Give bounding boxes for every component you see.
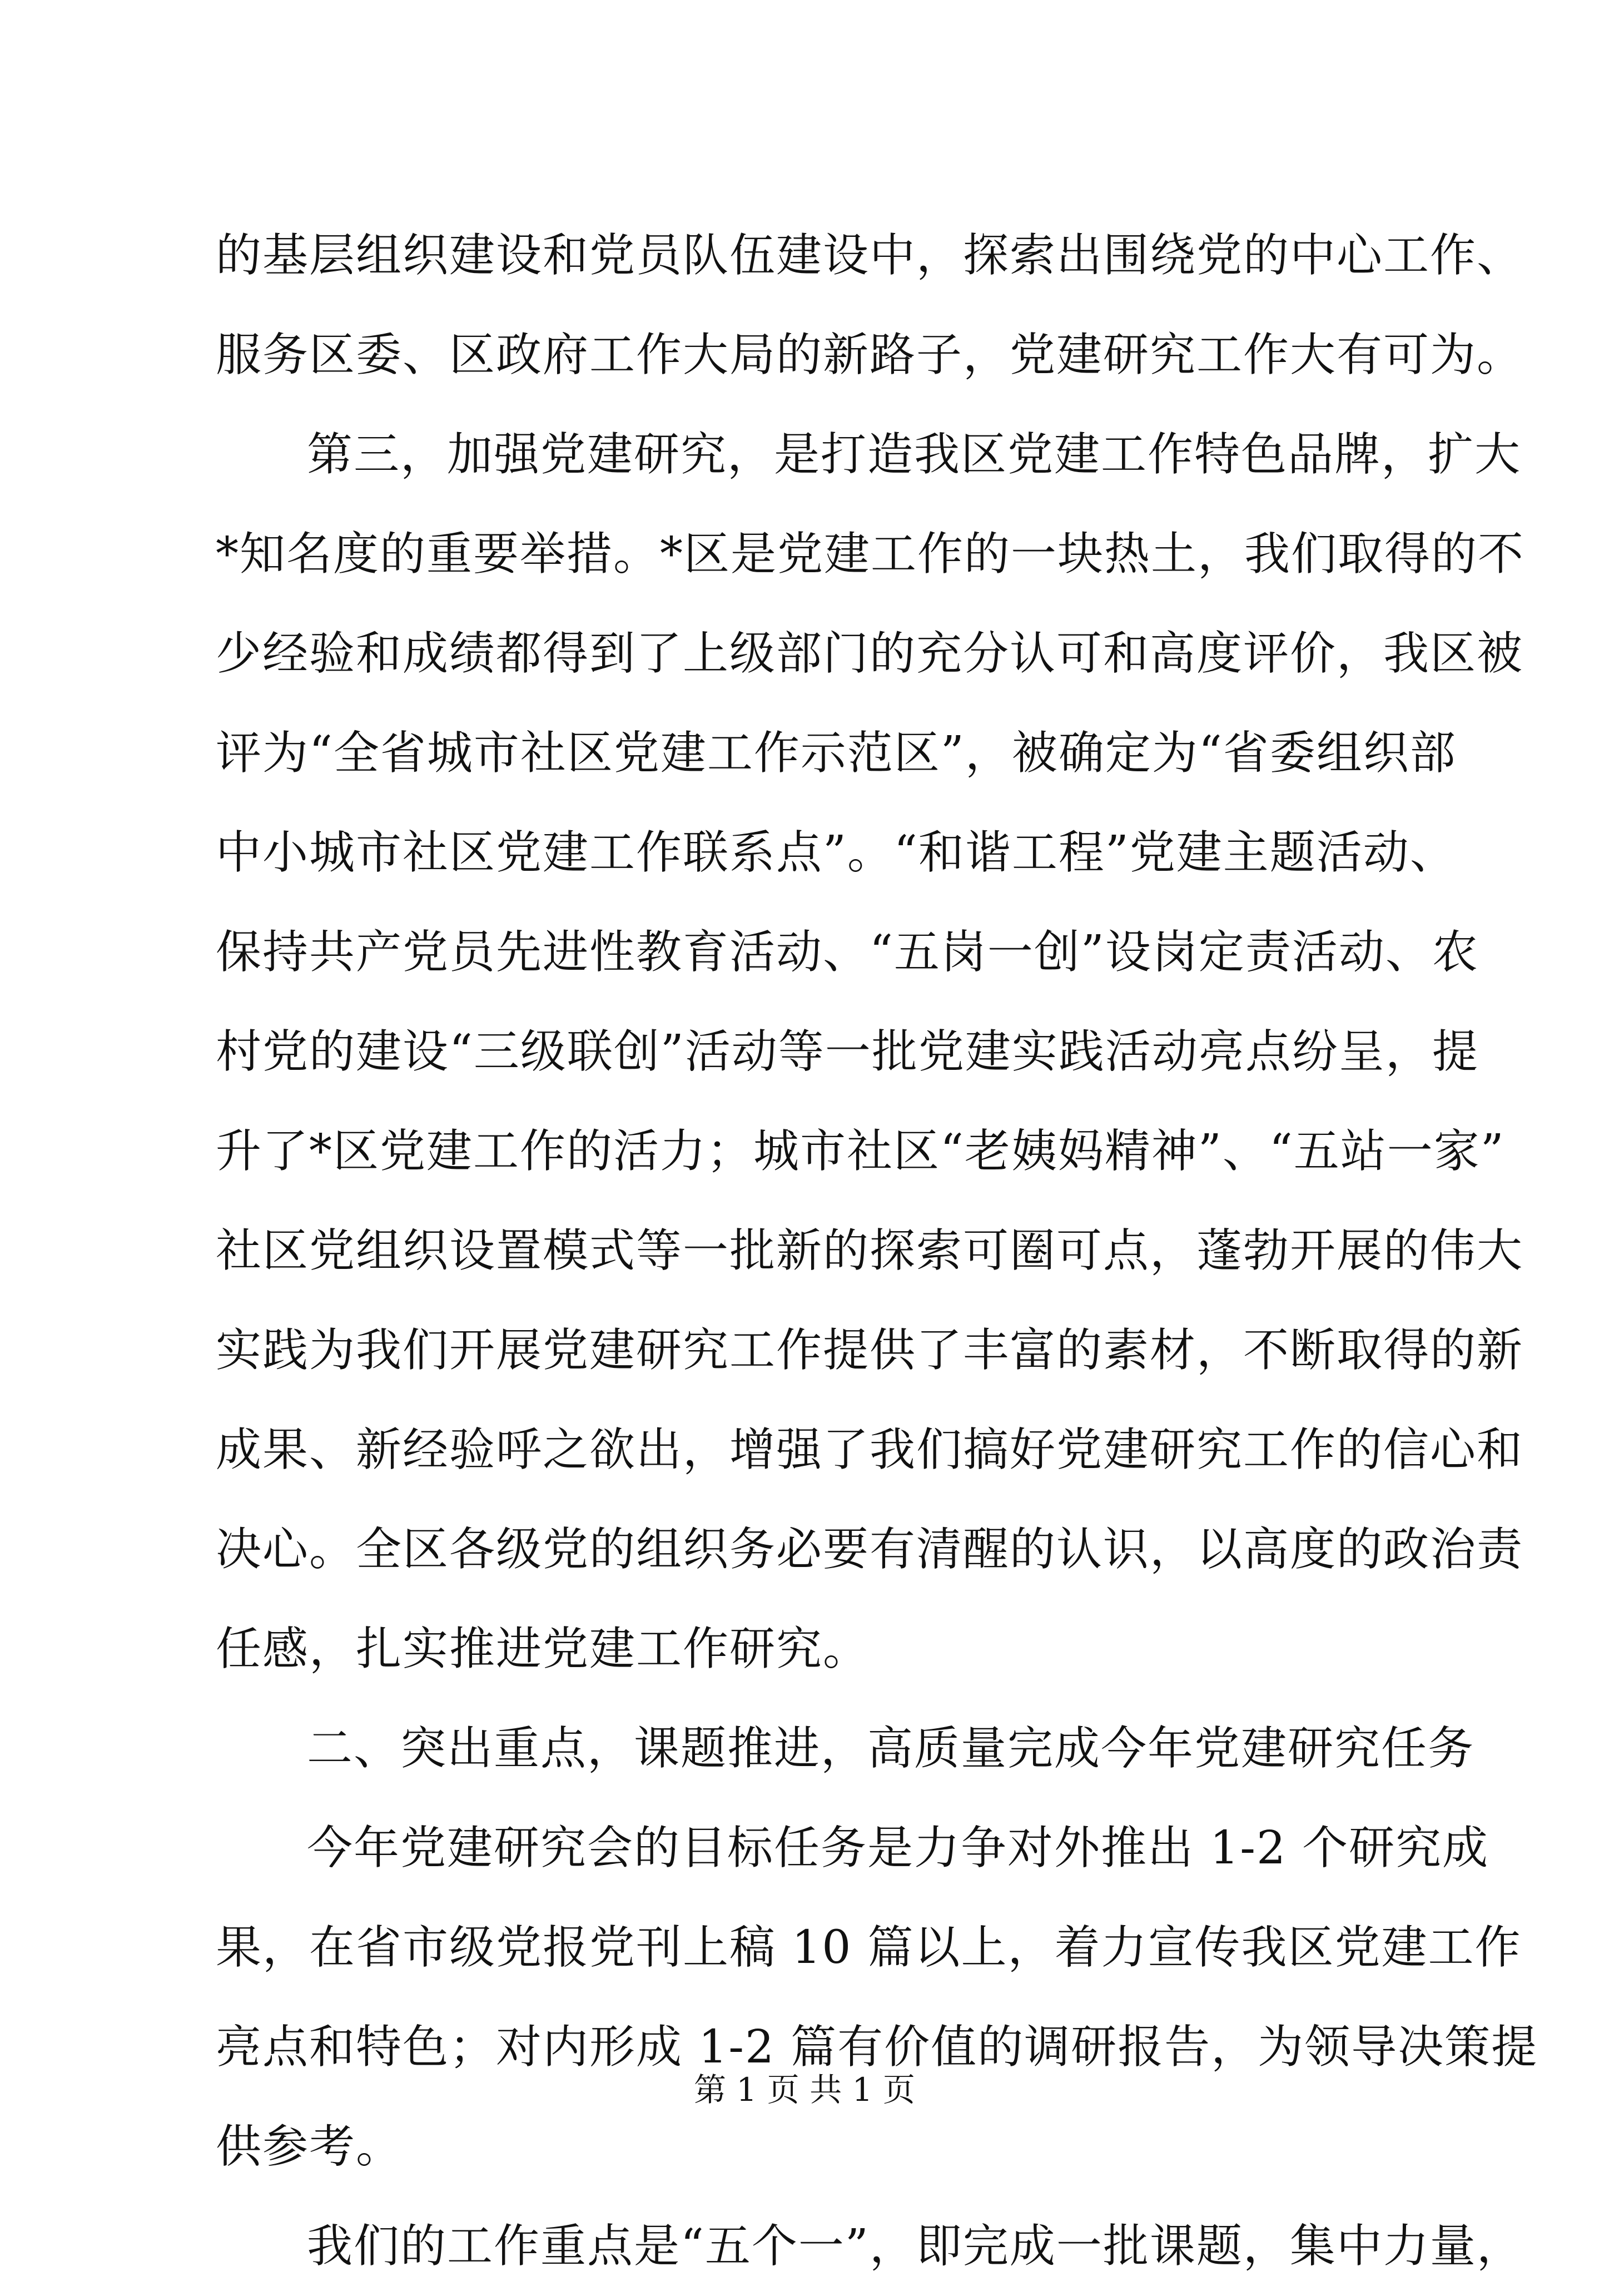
- text-line-2: 服务区委、区政府工作大局的新路子，党建研究工作大有可为。: [216, 329, 1524, 381]
- text-line-20: 供参考。: [216, 2120, 403, 2173]
- text-line-18: 果，在省市级党报党刊上稿 10 篇以上，着力宣传我区党建工作: [216, 1921, 1522, 1974]
- text-line-14: 决心。全区各级党的组织务必要有清醒的认识，以高度的政治责: [216, 1523, 1524, 1576]
- text-line-4: *知名度的重要举措。*区是党建工作的一块热土，我们取得的不: [216, 528, 1525, 581]
- section-heading: 二、突出重点，课题推进，高质量完成今年党建研究任务: [307, 1722, 1475, 1775]
- text-line-11: 社区党组织设置模式等一批新的探索可圈可点，蓬勃开展的伟大: [216, 1224, 1524, 1277]
- text-line-3: 第三，加强党建研究，是打造我区党建工作特色品牌，扩大: [307, 428, 1522, 481]
- page-footer: 第 1 页 共 1 页: [694, 2071, 915, 2109]
- document-body: [216, 206, 1538, 2296]
- text-line-7: 中小城市社区党建工作联系点”。“和谐工程”党建主题活动、: [216, 826, 1457, 879]
- text-line-21: 我们的工作重点是“五个一”，即完成一批课题，集中力量，: [307, 2220, 1523, 2273]
- text-line-1: 的基层组织建设和党员队伍建设中，探索出围绕党的中心工作、: [216, 229, 1524, 282]
- text-line-9: 村党的建设“三级联创”活动等一批党建实践活动亮点纷呈，提: [216, 1025, 1479, 1078]
- text-line-6: 评为“全省城市社区党建工作示范区”，被确定为“省委组织部: [216, 727, 1457, 780]
- text-line-10: 升了*区党建工作的活力；城市社区“老姨妈精神”、“五站一家”: [216, 1125, 1505, 1178]
- text-line-12: 实践为我们开展党建研究工作提供了丰富的素材，不断取得的新: [216, 1324, 1524, 1377]
- text-line-19: 亮点和特色；对内形成 1-2 篇有价值的调研报告，为领导决策提: [216, 2021, 1538, 2074]
- text-line-8: 保持共产党员先进性教育活动、“五岗一创”设岗定责活动、农: [216, 926, 1479, 979]
- text-line-15: 任感，扎实推进党建工作研究。: [216, 1623, 870, 1675]
- text-line-17: 今年党建研究会的目标任务是力争对外推出 1-2 个研究成: [307, 1822, 1489, 1875]
- text-line-5: 少经验和成绩都得到了上级部门的充分认可和高度评价，我区被: [216, 627, 1524, 680]
- text-line-13: 成果、新经验呼之欲出，增强了我们搞好党建研究工作的信心和: [216, 1424, 1524, 1476]
